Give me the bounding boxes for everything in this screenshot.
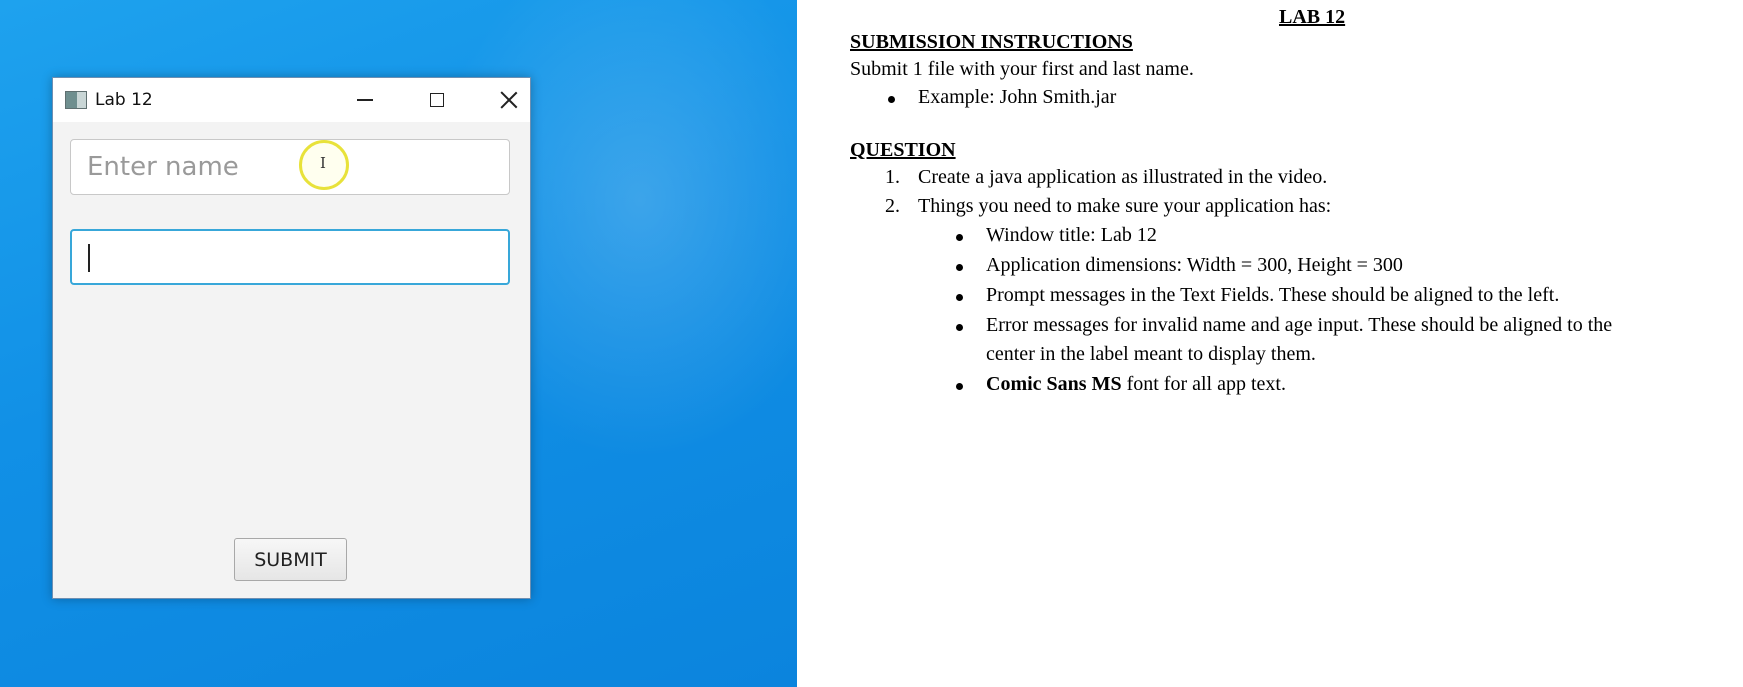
- font-name: Comic Sans MS: [986, 373, 1122, 395]
- question-item-1: Create a java application as illustrated in the video.: [918, 166, 1328, 188]
- minimize-button[interactable]: [333, 78, 397, 122]
- bullet: [956, 264, 963, 271]
- minimize-icon: [357, 99, 373, 101]
- question-item-2: Things you need to make sure your application has:: [918, 195, 1332, 217]
- maximize-icon: [430, 93, 444, 107]
- bullet: [956, 294, 963, 301]
- submission-heading: SUBMISSION INSTRUCTIONS: [850, 31, 1133, 53]
- bullet: [956, 383, 963, 390]
- bullet: [956, 234, 963, 241]
- doc-title: LAB 12: [1279, 6, 1346, 28]
- instructions-document: [797, 0, 1743, 687]
- list-number: 1.: [885, 166, 900, 188]
- example-text: Example: John Smith.jar: [918, 86, 1117, 108]
- name-input[interactable]: [71, 140, 509, 194]
- bullet: [888, 96, 895, 103]
- submission-text: Submit 1 file with your first and last name.: [850, 58, 1194, 80]
- maximize-button[interactable]: [405, 78, 469, 122]
- requirement-item: Window title: Lab 12: [986, 224, 1157, 246]
- question-heading: QUESTION: [850, 139, 956, 161]
- title-bar[interactable]: [53, 78, 530, 122]
- age-input[interactable]: [72, 231, 508, 283]
- age-field[interactable]: [70, 229, 510, 285]
- name-field[interactable]: [70, 139, 510, 195]
- font-text: font for all app text.: [1121, 373, 1286, 395]
- requirement-item: Application dimensions: Width = 300, Height = 300: [986, 254, 1403, 276]
- requirement-item: Error messages for invalid name and age input. These should be aligned to the: [986, 314, 1613, 336]
- app-window: [52, 77, 531, 599]
- requirement-item: Prompt messages in the Text Fields. These should be aligned to the left.: [986, 284, 1560, 306]
- desktop: [0, 0, 797, 687]
- requirement-item-font: [986, 373, 1286, 396]
- java-app-icon: [65, 91, 87, 109]
- window-title: Lab 12: [95, 90, 153, 110]
- close-button[interactable]: [477, 78, 541, 122]
- text-caret: [88, 244, 90, 272]
- requirement-item-continued: center in the label meant to display them.: [986, 343, 1316, 365]
- submit-button[interactable]: SUBMIT: [234, 538, 347, 581]
- bullet: [956, 324, 963, 331]
- close-icon: [500, 91, 518, 109]
- ibeam-cursor-icon: I: [320, 154, 326, 172]
- list-number: 2.: [885, 195, 900, 217]
